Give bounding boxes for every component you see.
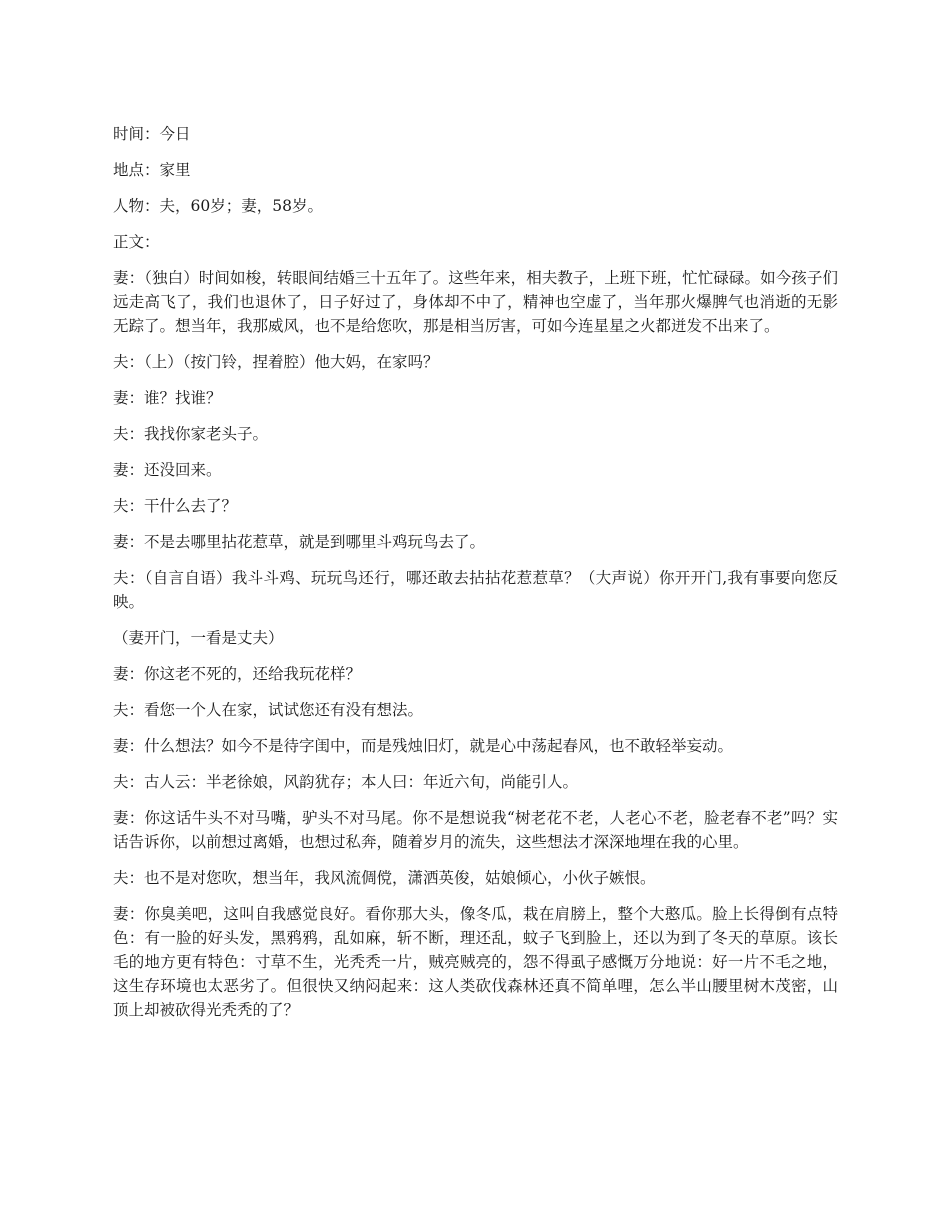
meta-characters: 人物：夫，60岁；妻，58岁。	[113, 197, 323, 215]
document-body	[113, 122, 838, 1034]
dialogue-paragraph: 夫：（上）（按门铃，捏着腔）他大妈，在家吗？	[113, 353, 439, 371]
stage-direction: （妻开门，一看是丈夫）	[113, 629, 284, 647]
dialogue-paragraph: 妻：谁？找谁？	[113, 389, 222, 407]
dialogue-paragraph: 妻：（独白）时间如梭，转眼间结婚三十五年了。这些年来，相夫教子，上班下班，忙忙碌碌。如今孩子们远走高飞了，我们也退休了，日子好过了，身体却不中了，精神也空虚了，当年那火爆脾气也消逝的无影无踪了。想当年，我那威风，也不是给您吹，那是相当厉害，可如今连星星之火都迸发不出来了。	[113, 269, 838, 335]
dialogue-paragraph: 夫：干什么去了？	[113, 497, 238, 515]
dialogue-paragraph: 妻：什么想法？如今不是待字闺中，而是残烛旧灯，就是心中荡起春风，也不敢轻举妄动。	[113, 737, 734, 755]
dialogue-paragraph: 夫：看您一个人在家，试试您还有没有想法。	[113, 701, 424, 719]
dialogue-paragraph: 妻：你这老不死的，还给我玩花样？	[113, 665, 362, 683]
dialogue-paragraph: 夫：古人云：半老徐娘，风韵犹存；本人曰：年近六旬，尚能引人。	[113, 773, 579, 791]
dialogue-paragraph: 夫：也不是对您吹，想当年，我风流倜傥，潇洒英俊，姑娘倾心，小伙子嫉恨。	[113, 869, 656, 887]
dialogue-paragraph: 妻：不是去哪里拈花惹草，就是到哪里斗鸡玩鸟去了。	[113, 533, 486, 551]
meta-place: 地点：家里	[113, 161, 191, 179]
meta-time: 时间：今日	[113, 125, 191, 143]
dialogue-paragraph: 妻：还没回来。	[113, 461, 222, 479]
dialogue-paragraph: 妻：你这话牛头不对马嘴，驴头不对马尾。你不是想说我“树老花不老，人老心不老，脸老春不老”吗？实话告诉你，以前想过离婚，也想过私奔，随着岁月的流失，这些想法才深深地埋在我的心里。	[113, 809, 838, 851]
dialogue-paragraph: 夫：我找你家老头子。	[113, 425, 269, 443]
dialogue-paragraph: 妻：你臭美吧，这叫自我感觉良好。看你那大头，像冬瓜，栽在肩膀上，整个大憨瓜。脸上长得倒有点特色：有一脸的好头发，黑鸦鸦，乱如麻，斩不断，理还乱，蚊子飞到脸上，还以为到了冬天的草原。该长毛的地方更有特色：寸草不生，光秃秃一片，贼亮贼亮的，怨不得虱子感慨万分地说：好一片不毛之地，这生存环境也太恶劣了。但很快又纳闷起来：这人类砍伐森林还真不简单哩，怎么半山腰里树木茂密，山顶上却被砍得光秃秃的了？	[113, 905, 838, 1019]
dialogue-paragraph: 夫：（自言自语）我斗斗鸡、玩玩鸟还行，哪还敢去拈拈花惹惹草？（大声说）你开开门,我有事要向您反映。	[113, 569, 838, 611]
section-heading: 正文：	[113, 233, 160, 251]
